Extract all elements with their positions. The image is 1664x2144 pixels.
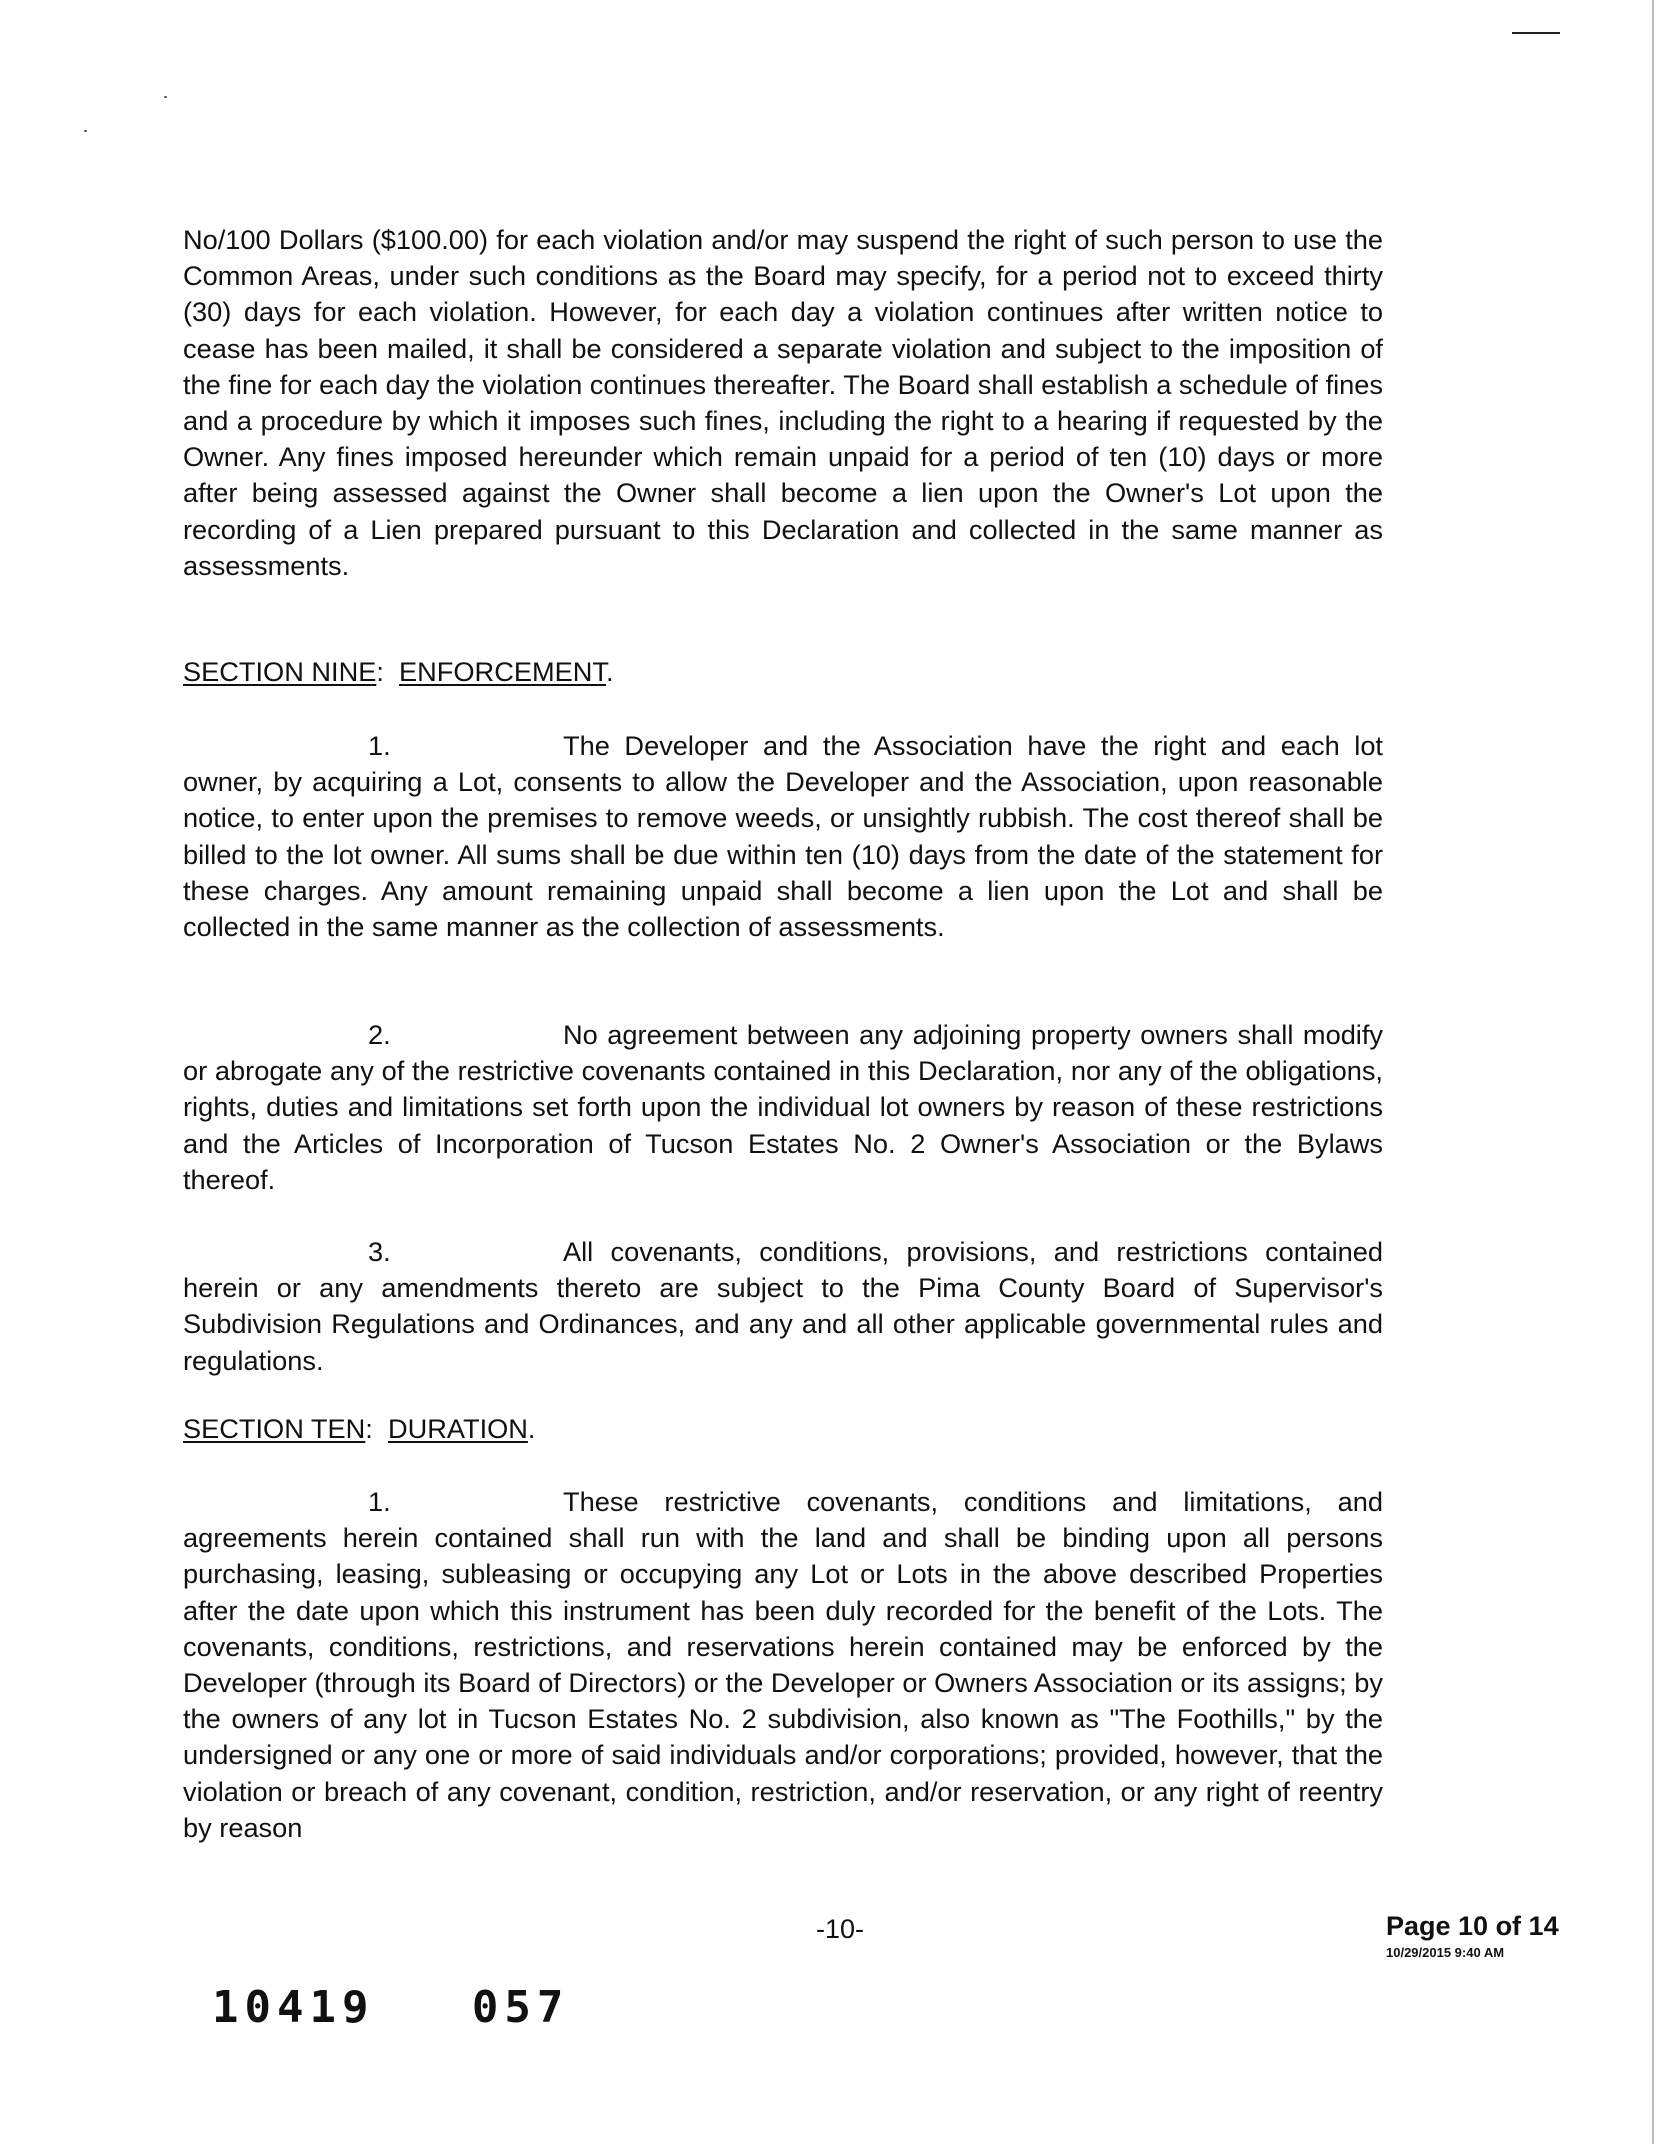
section-nine-heading: SECTION NINE: ENFORCEMENT. [183, 656, 614, 687]
scan-speck [164, 96, 167, 98]
paragraph-number: 1. [368, 730, 391, 761]
recording-number: 10419 057 [212, 1982, 570, 2033]
paragraph-text: These restrictive covenants, conditions and limitations, and agreements herein contained shall run with the land and shall be binding upon all persons purchasing, leasing, subleasing or occupying any Lot or Lots in the above described Properties after the date upon which this instrument has been duly recorded for the benefit of the Lots. The covenants, conditions, restrictions, and reservations herein contained may be enforced by the Developer (through its Board of Directors) or the Developer or Owners Association or its assigns; by the owners of any lot in Tucson Estates No. 2 subdivision, also known as "The Foothills," by the undersigned or any one or more of said individuals and/or corporations; provided, however, that the violation or breach of any covenant, condition, restriction, and/or reservation, or any right of reentry by reason [183, 1486, 1383, 1843]
section-ten-paragraph-1 [183, 1484, 1383, 1846]
section-ten-heading: SECTION TEN: DURATION. [183, 1413, 536, 1444]
top-rule-mark [1512, 32, 1560, 34]
page-count-stamp: Page 10 of 14 [1386, 1911, 1559, 1941]
scan-edge [1652, 0, 1654, 2144]
section-nine-paragraph-2 [183, 1017, 1383, 1198]
page-number: -10- [815, 1914, 864, 1944]
section-ten-label: SECTION TEN [183, 1413, 366, 1444]
scan-speck [84, 130, 87, 132]
section-nine-paragraph-3 [183, 1234, 1383, 1379]
intro-paragraph: No/100 Dollars ($100.00) for each violation and/or may suspend the right of such person to use the Common Areas, under such conditions as the Board may specify, for a period not to exceed thirty (30) days for each violation. However, for each day a violation continues after written notice to cease has been mailed, it shall be considered a separate violation and subject to the imposition of the fine for each day the violation continues thereafter. The Board shall establish a schedule of fines and a procedure by which it imposes such fines, including the right to a hearing if requested by the Owner. Any fines imposed hereunder which remain unpaid for a period of ten (10) days or more after being assessed against the Owner shall become a lien upon the Owner's Lot upon the recording of a Lien prepared pursuant to this Declaration and collected in the same manner as assessments. [183, 224, 1383, 581]
section-nine-title: ENFORCEMENT [399, 656, 606, 687]
paragraph-number: 1. [368, 1486, 391, 1517]
section-ten-title: DURATION [387, 1413, 528, 1444]
paragraph-text: All covenants, conditions, provisions, and restrictions contained herein or any amendments thereto are subject to the Pima County Board of Supervisor's Subdivision Regulations and Ordinances, and any and all other applicable governmental rules and regulations. [183, 1236, 1383, 1376]
timestamp-stamp: 10/29/2015 9:40 AM [1386, 1945, 1505, 1960]
paragraph-text: The Developer and the Association have the right and each lot owner, by acquiring a Lot, consents to allow the Developer and the Association, upon reasonable notice, to enter upon the premises to remove weeds, or unsightly rubbish. The cost thereof shall be billed to the lot owner. All sums shall be due within ten (10) days from the date of the statement for these charges. Any amount remaining unpaid shall become a lien upon the Lot and shall be collected in the same manner as the collection of assessments. [183, 730, 1383, 943]
section-nine-paragraph-1 [183, 728, 1383, 945]
paragraph-number: 2. [368, 1019, 391, 1050]
paragraph-number: 3. [368, 1236, 391, 1267]
section-nine-label: SECTION NINE [183, 656, 377, 687]
paragraph-text: No agreement between any adjoining property owners shall modify or abrogate any of the restrictive covenants contained in this Declaration, nor any of the obligations, rights, duties and limitations set forth upon the individual lot owners by reason of these restrictions and the Articles of Incorporation of Tucson Estates No. 2 Owner's Association or the Bylaws thereof. [183, 1019, 1383, 1195]
